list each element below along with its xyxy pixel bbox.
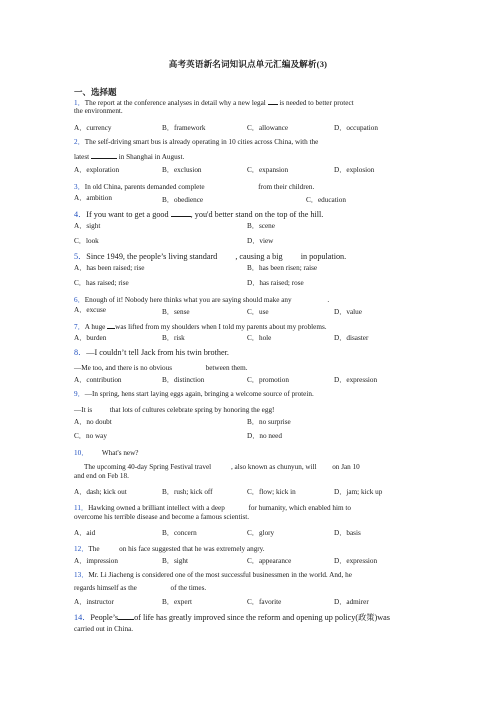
question-text-continued	[84, 461, 360, 472]
page-title: 高考英语新名词知识点单元汇编及解析(3)	[168, 59, 328, 69]
question-text-continued	[74, 404, 274, 415]
option-d[interactable]: D．value	[334, 308, 362, 316]
question-text: Enough of it! Nobody here thinks what you are saying should make any	[84, 296, 292, 304]
option-a[interactable]: A．exploration	[74, 166, 120, 174]
question-text: The self-driving smart bus is already operating in 10 cities across China, with the	[84, 138, 319, 146]
answer-blank	[171, 209, 191, 217]
answer-blank	[101, 543, 117, 551]
option-a[interactable]: A．instructor	[74, 598, 114, 606]
option-a[interactable]: A．excuse	[74, 306, 106, 314]
option-d[interactable]: D．jam; kick up	[334, 488, 383, 496]
question-number: 3．	[74, 183, 85, 191]
question-text: —It is	[74, 406, 93, 414]
option-c[interactable]: C．education	[306, 196, 346, 204]
option-d[interactable]: D．basis	[334, 529, 361, 537]
option-a[interactable]: A．impression	[74, 557, 118, 565]
section-heading: 一、选择题	[74, 87, 117, 97]
question-2	[74, 138, 318, 147]
option-d[interactable]: D．has raised; rose	[247, 279, 304, 287]
question-number: 5．	[74, 252, 87, 261]
question-8	[74, 348, 229, 357]
option-b[interactable]: B．framework	[162, 124, 206, 132]
option-d[interactable]: D．disaster	[334, 334, 369, 342]
question-text: regards himself as the	[74, 584, 137, 592]
question-number: 4．	[74, 210, 87, 219]
question-text: on Jan 10	[332, 463, 360, 471]
option-b[interactable]: B．risk	[162, 334, 185, 342]
option-b[interactable]: B．concern	[162, 529, 197, 537]
answer-blank	[206, 181, 256, 189]
option-b[interactable]: B．expert	[162, 598, 192, 606]
question-text: If you want to get a good	[86, 210, 169, 219]
question-text: The report at the conference analyses in detail why a new legal	[84, 99, 266, 107]
question-number: 7．	[74, 323, 85, 331]
option-b[interactable]: B．no surprise	[247, 418, 291, 426]
question-text: A huge	[84, 323, 106, 331]
option-c[interactable]: C．has raised; rise	[74, 279, 129, 287]
question-text: of the times.	[170, 584, 207, 592]
option-c[interactable]: C．allowance	[247, 124, 289, 132]
answer-blank	[139, 582, 169, 590]
option-c[interactable]: C．no way	[74, 432, 107, 440]
question-text-continued: carried out in China.	[74, 625, 134, 633]
question-text: People’s	[90, 613, 119, 622]
option-d[interactable]: D．expression	[334, 376, 378, 384]
question-12	[74, 543, 265, 554]
answer-blank	[268, 97, 278, 105]
option-c[interactable]: C．glory	[247, 529, 275, 537]
question-9	[74, 390, 314, 399]
question-text: Hawking owned a brilliant intellect with a deep	[88, 504, 225, 512]
option-a[interactable]: A．sight	[74, 222, 101, 230]
question-text: from their children.	[258, 183, 315, 191]
option-b[interactable]: B．sight	[162, 557, 188, 565]
question-text: , also known as chunyun, will	[230, 463, 317, 471]
option-c[interactable]: C．promotion	[247, 376, 289, 384]
question-text: is needed to better protect	[279, 99, 354, 107]
question-text: The upcoming 40-day Spring Festival travel	[84, 463, 212, 471]
question-text: for humanity, which enabled him to	[248, 504, 351, 512]
option-a[interactable]: A．ambition	[74, 194, 112, 202]
question-text: , you'd better stand on the top of the hill.	[190, 210, 324, 219]
answer-blank	[174, 362, 204, 370]
question-text: .	[327, 296, 330, 304]
question-text: —I couldn’t tell Jack from his twin brother.	[86, 348, 229, 357]
question-text: , causing a big	[235, 252, 283, 261]
answer-blank	[227, 502, 247, 510]
question-text: Since 1949, the people’s living standard	[86, 252, 218, 261]
question-number: 13．	[74, 571, 89, 579]
question-10	[74, 447, 138, 458]
question-text: In old China, parents demanded complete	[84, 183, 205, 191]
question-text: —In spring, hens start laying eggs again, bringing a welcome source of protein.	[84, 390, 314, 398]
option-b[interactable]: B．obedience	[162, 196, 204, 204]
option-d[interactable]: D．view	[247, 237, 274, 245]
option-d[interactable]: D．no need	[247, 432, 282, 440]
question-text: in Shanghai in August.	[118, 153, 185, 161]
option-a[interactable]: A．currency	[74, 124, 112, 132]
answer-blank	[90, 447, 100, 455]
option-c[interactable]: C．favorite	[247, 598, 282, 606]
answer-blank	[118, 612, 134, 620]
option-a[interactable]: A．burden	[74, 334, 107, 342]
question-number: 8．	[74, 348, 87, 357]
option-b[interactable]: B．has been risen; raise	[247, 264, 318, 272]
question-13	[74, 571, 352, 580]
question-11	[74, 502, 351, 513]
question-4	[74, 209, 323, 219]
question-text: between them.	[205, 364, 248, 372]
option-d[interactable]: D．explosion	[334, 166, 375, 174]
question-number: 1．	[74, 99, 85, 107]
question-text: of life has greatly improved since the reform and opening up policy(政策)was	[134, 613, 390, 622]
question-text: What's new?	[101, 449, 139, 457]
question-number: 12．	[74, 545, 89, 553]
option-a[interactable]: A．aid	[74, 529, 96, 537]
option-a[interactable]: A．has been raised; rise	[74, 264, 145, 272]
answer-blank	[107, 321, 115, 329]
option-b[interactable]: B．exclusion	[162, 166, 202, 174]
answer-blank	[293, 294, 330, 304]
question-text: in population.	[300, 252, 347, 261]
answer-blank	[219, 251, 235, 259]
option-c[interactable]: C．expansion	[247, 166, 289, 174]
question-number: 14．	[74, 613, 91, 622]
question-number: 11．	[74, 504, 89, 512]
option-b[interactable]: B．scene	[247, 222, 275, 230]
question-text-continued: and end on Feb 18.	[74, 472, 129, 480]
answer-blank	[94, 404, 108, 412]
question-text: on his face suggested that he was extremely angry.	[119, 545, 265, 553]
question-6	[74, 294, 329, 305]
question-7	[74, 321, 327, 332]
question-text: The	[88, 545, 100, 553]
question-number: 10．	[74, 449, 89, 457]
option-b[interactable]: B．rush; kick off	[162, 488, 213, 496]
question-text-continued: overcome his terrible disease and become a famous scientist.	[74, 513, 250, 521]
option-c[interactable]: C．appearance	[247, 557, 292, 565]
question-text: latest	[74, 153, 90, 161]
question-text: Mr. Li Jiacheng is considered one of the most successful businessmen in the world. And, he	[88, 571, 352, 579]
option-d[interactable]: D．admirer	[334, 598, 369, 606]
option-b[interactable]: B．distinction	[162, 376, 205, 384]
question-text-continued	[74, 151, 184, 162]
question-text-continued: the environment.	[74, 107, 123, 115]
question-3	[74, 181, 314, 192]
question-text: —Me too, and there is no obvious	[74, 364, 173, 372]
option-b[interactable]: B．sense	[162, 308, 190, 316]
option-c[interactable]: C．flow; kick in	[247, 488, 296, 496]
question-14	[74, 612, 390, 622]
question-text: that lots of cultures celebrate spring by honoring the egg!	[109, 406, 275, 414]
question-number: 2．	[74, 138, 85, 146]
question-text-continued	[74, 582, 206, 593]
option-c[interactable]: C．hole	[247, 334, 272, 342]
answer-blank	[318, 461, 330, 469]
option-d[interactable]: D．expression	[334, 557, 378, 565]
answer-blank	[91, 151, 117, 159]
question-number: 6．	[74, 296, 85, 304]
option-c[interactable]: C．look	[74, 237, 99, 245]
option-a[interactable]: A．dash; kick out	[74, 488, 127, 496]
option-c[interactable]: C．use	[247, 308, 269, 316]
answer-blank	[285, 251, 299, 259]
answer-blank	[213, 461, 231, 469]
option-d[interactable]: D．occupation	[334, 124, 378, 132]
question-5	[74, 251, 346, 261]
option-a[interactable]: A．contribution	[74, 376, 122, 384]
question-number: 9．	[74, 390, 85, 398]
question-text-continued	[74, 362, 248, 373]
question-text: was lifted from my shoulders when I told my parents about my problems.	[115, 323, 327, 331]
option-a[interactable]: A．no doubt	[74, 418, 112, 426]
